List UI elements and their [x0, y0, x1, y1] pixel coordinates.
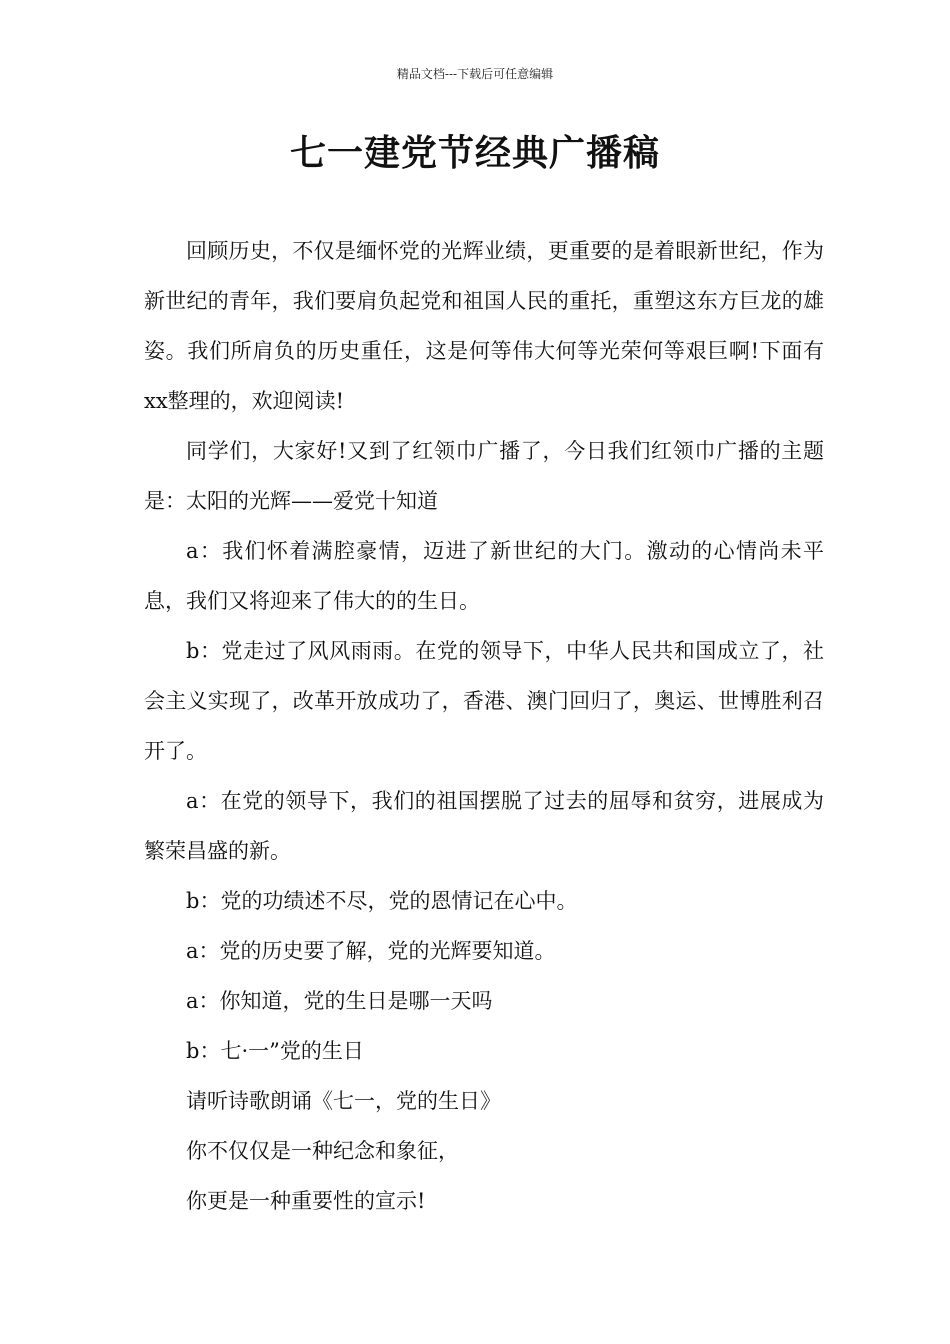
- document-title: 七一建党节经典广播稿: [289, 132, 660, 174]
- document-body: [144, 226, 824, 1226]
- paragraph-poem-intro: 请听诗歌朗诵《七一，党的生日》: [186, 1089, 501, 1113]
- paragraph-a-2: a：在党的领导下，我们的祖国摆脱了过去的屈辱和贫穷，进展成为繁荣昌盛的新。: [144, 789, 824, 863]
- paragraph-intro: 回顾历史，不仅是缅怀党的光辉业绩，更重要的是着眼新世纪，作为新世纪的青年，我们要肩负起党和祖国人民的重托，重塑这东方巨龙的雄姿。我们所肩负的历史重任，这是何等伟大何等光荣何等艰巨啊!下面有xx整理的，欢迎阅读!: [144, 239, 824, 413]
- paragraph-a-4: a：你知道，党的生日是哪一天吗: [186, 989, 493, 1013]
- paragraph-a-3: a：党的历史要了解，党的光辉要知道。: [186, 939, 556, 963]
- paragraph-b-1: b：党走过了风风雨雨。在党的领导下，中华人民共和国成立了，社会主义实现了，改革开放成功了，香港、澳门回归了，奥运、世博胜利召开了。: [144, 639, 824, 763]
- paragraph-b-3: b：七·一”党的生日: [186, 1039, 364, 1063]
- paragraph-a-1: a：我们怀着满腔豪情，迈进了新世纪的大门。激动的心情尚未平息，我们又将迎来了伟大的的生日。: [144, 539, 824, 613]
- paragraph-b-2: b：党的功绩述不尽，党的恩情记在心中。: [186, 889, 578, 913]
- poem-line-1: 你不仅仅是一种纪念和象征，: [186, 1139, 459, 1163]
- paragraph-greeting: 同学们，大家好!又到了红领巾广播了，今日我们红领巾广播的主题是：太阳的光辉——爱党十知道: [144, 439, 824, 513]
- page-header: 精品文档---下载后可任意编辑: [396, 67, 554, 81]
- poem-line-2: 你更是一种重要性的宣示!: [186, 1189, 426, 1213]
